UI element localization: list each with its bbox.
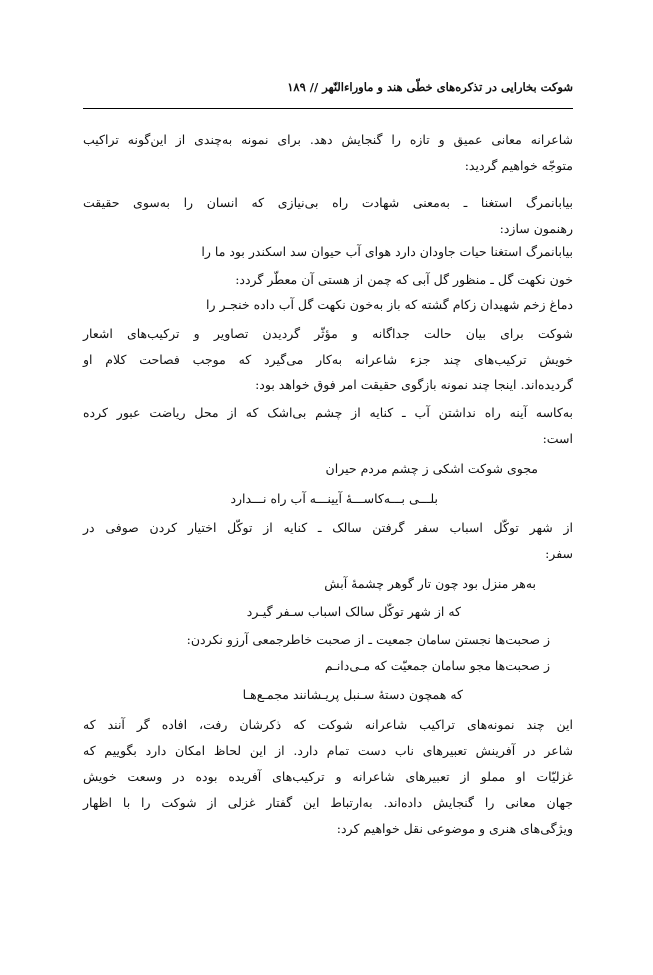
verse-line: مجوی شوکت اشکی ز چشم مردم حیران [325, 461, 538, 476]
verse-line: که از شهر توکّل سالک اسباب سـفر گیـرد [246, 604, 461, 619]
text-line: این چند نمونه‌های تراکیب شاعرانه شوکت که ذکرشان رفت، افاده گر آنند که [83, 717, 573, 732]
text-line: غزلیّات او مملو از تعبیرهای شاعرانه و ترکیب‌های آفریده بوده در وسعت خویش [83, 769, 573, 784]
header-title: شوکت بخارایی در تذکره‌های خطّی هند و ماوراءالنّهر [322, 80, 573, 94]
text-line: شاعرانه معانی عمیق و تازه را گنجایش دهد. برای نمونه به‌چندی از این‌گونه تراکیب [83, 132, 573, 147]
text-line: شوکت برای بیان حالت جداگانه و مؤثّر گردیدن تصاویر و ترکیب‌های اشعار [83, 326, 573, 341]
text-line: بیابانمرگ استغنا ـ به‌معنی شهادت راه بی‌نیازی که انسان را به‌سوی حقیقت [83, 195, 573, 210]
header-separator: // [309, 80, 319, 94]
verse-line: که همچون دستهٔ سـنبل پریـشانند مجمـع‌هـا [242, 687, 463, 702]
text-line: رهنمون سازد: [499, 221, 573, 236]
page-number-value: ۱۸۹ [287, 80, 306, 94]
running-header [83, 80, 573, 94]
text-line: جهان معانی را گنجایش داده‌اند. به‌ارتباط این گفتار غزلی از شوکت را با اظهار [83, 795, 573, 810]
text-line: گردیده‌اند. اینجا چند نمونه بازگوی حقیقت امر فوق خواهد بود: [255, 377, 573, 392]
text-line: ز صحبت‌ها نجستن سامان جمعیت ـ از صحبت خاطرجمعی آرزو نکردن: [186, 632, 550, 647]
text-line: خون نکهت گل ـ منظور گل آبی که چمن از هستی آن معطّر گردد: [235, 272, 573, 287]
verse-line: بیابانمرگ استغنا حیات جاودان دارد هوای آب حیوان سد اسکندر بود ما را [201, 244, 573, 259]
header-rule [83, 108, 573, 109]
page-number [287, 80, 318, 94]
text-line: ویژگی‌های هنری و موضوعی نقل خواهیم کرد: [336, 821, 573, 836]
text-line: متوجّه خواهیم گردید: [464, 158, 573, 173]
text-line: از شهر توکّل اسباب سفر گرفتن سالک ـ کنایه از توکّل اختیار کردن صوفی در [83, 520, 573, 535]
verse-line: بلـــی بـــه‌کاســـهٔ آیینـــه آب راه نـــدارد [230, 491, 438, 506]
text-line: است: [542, 431, 573, 446]
text-line: به‌کاسه آینه راه نداشتن آب ـ کنایه از چشم بی‌اشک که از محل ریاضت عبور کرده [83, 405, 573, 420]
text-line: شاعر در آفرینش تعبیرهای ناب دست تمام دارد. از این لحاظ امکان دارد بگوییم که [83, 743, 573, 758]
text-line: خویش ترکیب‌های چند جزء شاعرانه به‌کار می‌گیرد که موجب فصاحت کلام او [83, 352, 573, 367]
text-line: سفر: [545, 546, 573, 561]
verse-line: به‌هر منزل بود چون تار گوهر چشمهٔ آبش [324, 576, 536, 591]
verse-line: ز صحبت‌ها مجو سامان جمعیّت که مـی‌دانـم [324, 658, 550, 673]
verse-line: دماغ زخم شهیدان زکام گشته که باز به‌خون نکهت گل آب داده خنجـر را [206, 297, 573, 312]
